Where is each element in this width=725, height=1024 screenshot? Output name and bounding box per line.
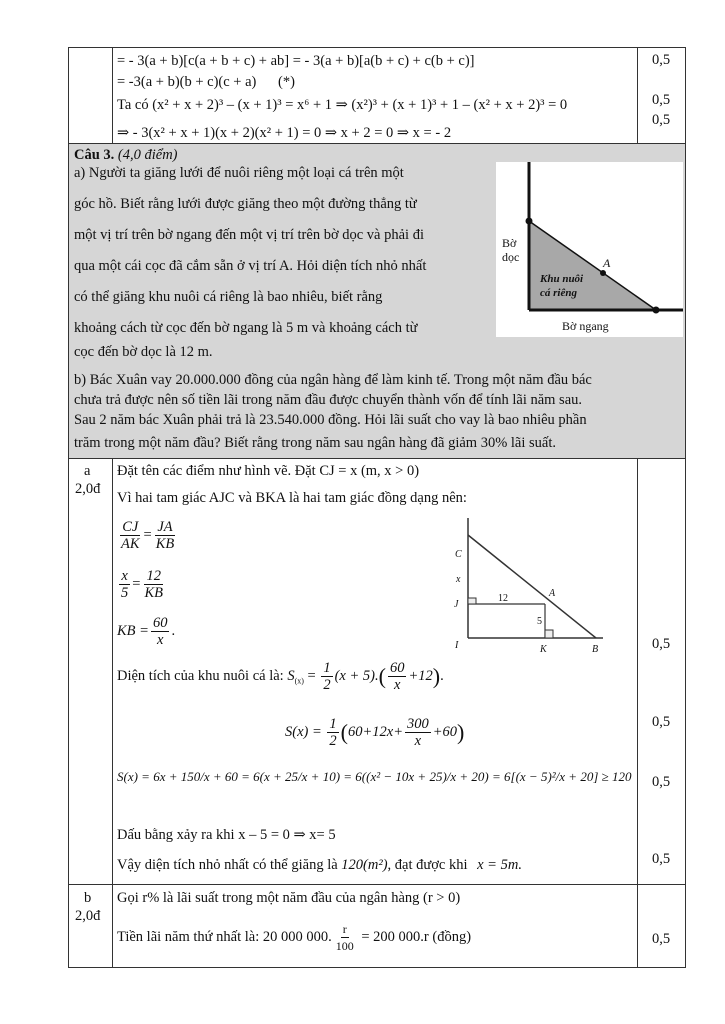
label-x: x [456, 574, 461, 585]
label-12: 12 [498, 593, 508, 604]
label-5: 5 [537, 616, 542, 627]
row-divider [68, 458, 686, 459]
part-a-label: a [84, 463, 91, 479]
score: 0,5 [651, 92, 671, 108]
kb-formula: KB = $\frac{60}{x}$ . [117, 615, 176, 648]
area-inequality: S(x) = 6x + 150/x + 60 = 6(x + 25/x + 10) = 6((x² − 10x + 25)/x + 20) = 6[(x − 5)²/x + 20] ≥ 120 [117, 769, 632, 784]
triangle-figure-svg [448, 513, 608, 658]
lake-figure [496, 162, 683, 337]
top-line-1: = - 3(a + b)[c(a + b + c) + ab] = - 3(a + b)[a(b + c) + c(b + c)] [117, 53, 475, 69]
part-b-label: b [84, 890, 92, 906]
label-khu-nuoi-2: cá riêng [540, 287, 577, 299]
equality-condition: Dấu bằng xảy ra khi x – 5 = 0 ⇒ x= 5 [117, 827, 336, 843]
label-point-a: A [603, 256, 611, 270]
table-border-top [68, 47, 685, 48]
label-k: K [540, 644, 547, 655]
score: 0,5 [651, 851, 671, 867]
label-bo-doc-1: Bờ [502, 236, 517, 250]
part-b-points: 2,0đ [75, 908, 101, 924]
top-line-3: Ta có (x² + x + 2)³ – (x + 1)³ = x⁶ + 1 ⇒ (x²)³ + (x + 1)³ + 1 – (x² + x + 2)³ = 0 [117, 97, 568, 113]
label-c: C [455, 549, 462, 560]
row-divider [68, 884, 686, 885]
area-formula: Diện tích của khu nuôi cá là: $S_{(x)}$ = $\frac{1}{2}$ (x + 5).( $\frac{60}{x}$ +12). [117, 660, 444, 693]
conclusion: Vậy diện tích nhỏ nhất có thể giăng là 120(m²), đạt được khi x = 5m. [117, 857, 522, 873]
label-i: I [455, 640, 459, 651]
label-khu-nuoi-1: Khu nuôi [540, 273, 584, 285]
score: 0,5 [651, 112, 671, 128]
label-j: J [454, 599, 459, 610]
part-a-line-1: Đặt tên các điểm như hình vẽ. Đặt CJ = x (m, x > 0) [117, 463, 420, 479]
part-b-line-2: Tiền lãi năm thứ nhất là: 20 000 000. $\frac{r}{100}$ = 200 000.r (đồng) [117, 922, 472, 953]
col-divider [112, 47, 113, 143]
table-border-bottom [68, 967, 686, 968]
label-b: B [592, 644, 599, 655]
ratio-2: $\frac{x}{5}$ = $\frac{12}{KB}$ [121, 568, 163, 601]
col-divider [637, 458, 638, 968]
score: 0,5 [651, 774, 671, 790]
col-divider [112, 458, 113, 968]
part-a-points: 2,0đ [75, 481, 101, 497]
ratio-1: $\frac{CJ}{AK}$ = $\frac{JA}{KB}$ [121, 519, 175, 552]
question-title: Câu 3. (4,0 điểm) [74, 147, 178, 163]
part-a-line-2: Vì hai tam giác AJC và BKA là hai tam giác đồng dạng nên: [117, 490, 467, 506]
score: 0,5 [651, 931, 671, 947]
score: 0,5 [651, 636, 671, 652]
triangle-figure [448, 513, 608, 658]
table-border-right [685, 47, 686, 968]
score: 0,5 [651, 52, 671, 68]
label-a: A [549, 588, 556, 599]
label-bo-doc-2: dọc [502, 250, 520, 264]
label-bo-ngang: Bờ ngang [562, 319, 609, 333]
part-b-line-1: Gọi r% là lãi suất trong một năm đầu của ngân hàng (r > 0) [117, 890, 461, 906]
lake-figure-svg [496, 162, 683, 337]
area-expanded: S(x) = $\frac{1}{2}$ (60+12x+ $\frac{300}{x}$ +60) [285, 716, 465, 749]
top-line-4: ⇒ - 3(x² + x + 1)(x + 2)(x² + 1) = 0 ⇒ x + 2 = 0 ⇒ x = - 2 [117, 125, 452, 141]
score: 0,5 [651, 714, 671, 730]
top-line-2: = -3(a + b)(b + c)(c + a) (*) [117, 74, 295, 90]
